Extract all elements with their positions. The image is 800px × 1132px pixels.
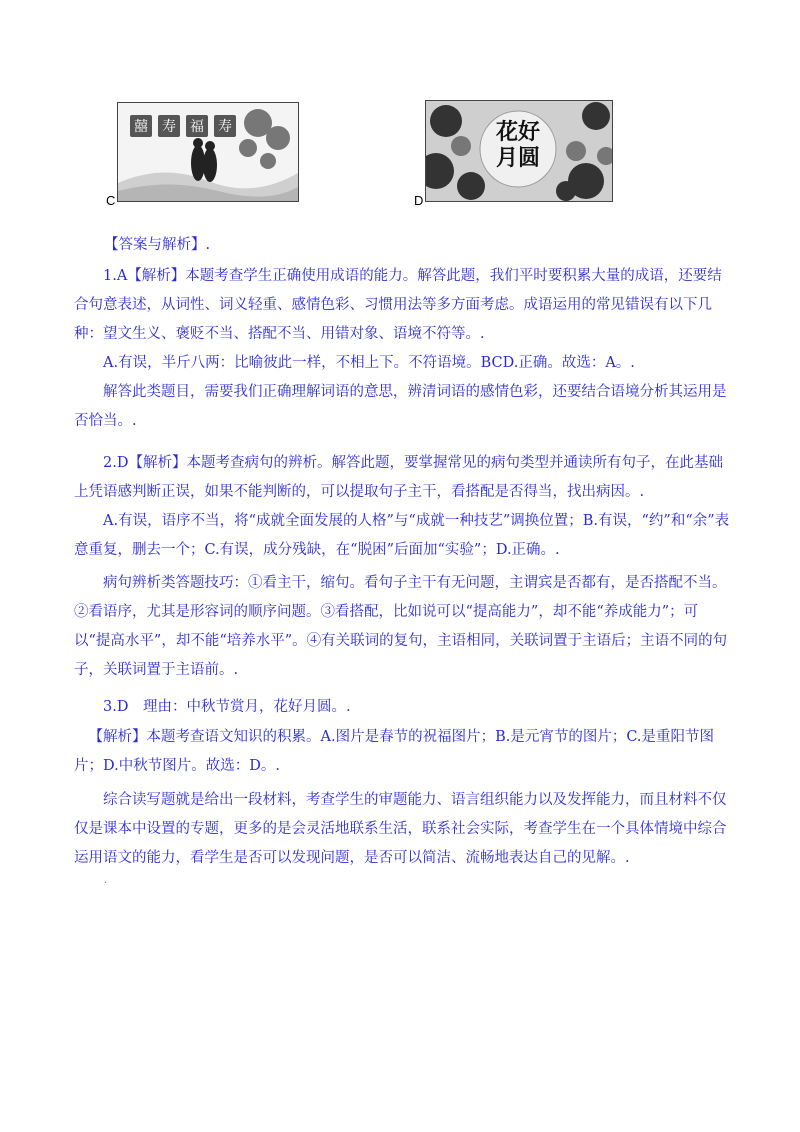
answer-1-option-paragraph: A.有误，半斤八两：比喻彼此一样，不相上下。不符语境。BCD.正确。故选：A。. (103, 355, 635, 371)
image-c-tile: 寿 (218, 119, 232, 135)
image-d-label: D (414, 193, 424, 208)
answer-2-paragraph: 2.D【解析】本题考查病句的辨析。解答此题，要掌握常见的病句类型并通读所有句子，在此基础上凭语感判断正误，如果不能判断的，可以提取句子主干，看搭配是否得当，找出病因。. (74, 455, 723, 500)
answer-1-paragraph: 1.A【解析】本题考查学生正确使用成语的能力。解答此题，我们平时要积累大量的成语，还要结合句意表述，从词性、词义轻重、感情色彩、习惯用法等多方面考虑。成语运用的常见错误有以下几种：望文生义、褒贬不当、搭配不当、用错对象、语境不符等。. (74, 268, 722, 342)
image-d-title-line2: 月圆 (495, 145, 540, 171)
image-c-tile: 福 (190, 119, 204, 135)
image-c-double-ninth (117, 102, 299, 202)
section-title: 【答案与解析】. (104, 237, 211, 253)
answer-3-analysis-paragraph: 【解析】本题考查语文知识的积累。A.图片是春节的祝福图片；B.是元宵节的图片；C.是重阳节图片；D.中秋节图片。故选：D。. (74, 729, 715, 774)
answer-2-option-paragraph: A.有误，语序不当，将“成就全面发展的人格”与“成就一种技艺”调换位置；B.有误，“约”和“余”表意重复，删去一个；C.有误，成分残缺，在“脱困”后面加“实验”；D.正确。. (74, 513, 730, 558)
answer-3-paragraph: 3.D 理由：中秋节赏月，花好月圆。. (103, 699, 351, 715)
answer-3-summary-paragraph: 综合读写题就是给出一段材料，考查学生的审题能力、语言组织能力以及发挥能力，而且材料不仅仅是课本中设置的专题，更多的是会灵活地联系生活，联系社会实际，考查学生在一个具体情境中综合运用语文的能力，看学生是否可以发现问题，是否可以简洁、流畅地表达自己的见解。. (74, 792, 727, 866)
image-c-tile: 寿 (162, 119, 176, 135)
image-d-title-line1: 花好 (495, 119, 540, 145)
trailing-mark: · (104, 878, 108, 889)
answer-1-summary-paragraph: 解答此类题目，需要我们正确理解词语的意思，辨清词语的感情色彩，还要结合语境分析其运用是否恰当。. (74, 384, 727, 429)
image-c-label: C (106, 193, 116, 208)
image-c-tile: 囍 (134, 119, 148, 135)
image-d-mid-autumn (425, 100, 613, 202)
answer-2-tips-paragraph: 病句辨析类答题技巧：①看主干，缩句。看句子主干有无问题，主谓宾是否都有，是否搭配不当。②看语序，尤其是形容词的顺序问题。③看搭配，比如说可以“提高能力”，却不能“养成能力”；可以“提高水平”，却不能“培养水平”。④有关联词的复句，主语相同，关联词置于主语后；主语不同的句子，关联词置于主语前。. (74, 575, 728, 678)
